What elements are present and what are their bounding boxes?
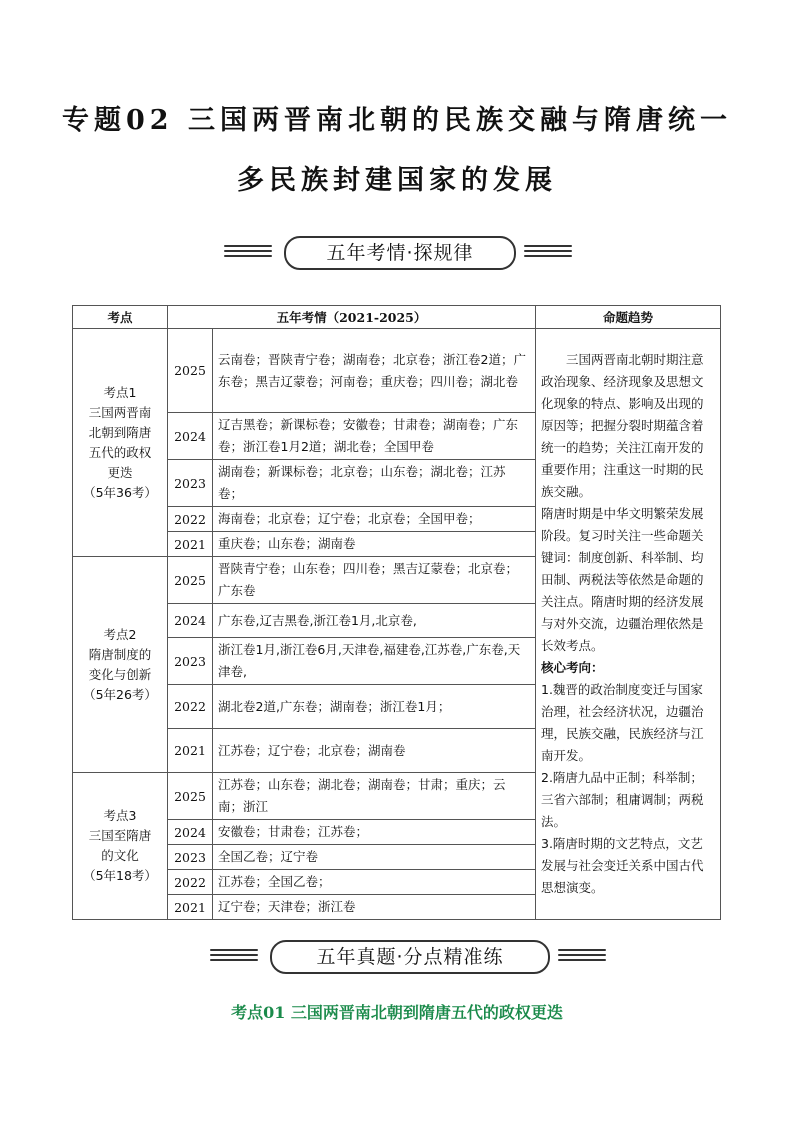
point-line: （5年26考）	[83, 686, 157, 702]
point-line: 考点2	[103, 626, 137, 642]
papers-cell: 江苏卷；全国乙卷；	[213, 870, 536, 895]
year-cell: 2023	[168, 638, 213, 685]
banner-label: 五年考情·探规律	[284, 236, 516, 270]
year-cell: 2021	[168, 729, 213, 773]
papers-cell: 全国乙卷；辽宁卷	[213, 845, 536, 870]
year-cell: 2022	[168, 507, 213, 532]
table-header-row	[73, 306, 721, 329]
year-cell: 2025	[168, 557, 213, 604]
point-line: 隋唐制度的	[88, 646, 152, 662]
point-line: 三国两晋南	[88, 404, 152, 420]
papers-cell: 辽吉黑卷；新课标卷；安徽卷；甘肃卷；湖南卷；广东卷；浙江卷1月2道；湖北卷；全国甲卷	[213, 413, 536, 460]
point-line: 考点3	[103, 808, 137, 823]
section-subheading: 考点01 三国两晋南北朝到隋唐五代的政权更迭	[231, 1003, 563, 1022]
core-direction-label: 核心考向：	[541, 660, 604, 675]
year-cell: 2021	[168, 895, 213, 920]
year-cell: 2022	[168, 685, 213, 729]
banner-label: 五年真题·分点精准练	[270, 940, 550, 974]
point-line: 变化与创新	[88, 666, 152, 682]
papers-cell: 云南卷；晋陕青宁卷；湖南卷；北京卷；浙江卷2道；广东卷；黑吉辽蒙卷；河南卷；重庆卷；四川卷；湖北卷	[213, 329, 536, 413]
section-banner-practice	[0, 940, 794, 974]
point-line: （5年18考）	[83, 868, 157, 883]
header-trend: 命题趋势	[536, 306, 721, 329]
year-cell: 2025	[168, 773, 213, 820]
papers-cell: 晋陕青宁卷；山东卷；四川卷；黑吉辽蒙卷；北京卷；广东卷	[213, 557, 536, 604]
papers-cell: 重庆卷；山东卷；湖南卷	[213, 532, 536, 557]
papers-cell: 广东卷,辽吉黑卷,浙江卷1月,北京卷,	[213, 604, 536, 638]
point-line: 五代的政权	[88, 444, 152, 460]
point-line: 考点1	[103, 384, 137, 400]
banner-left-decoration	[224, 245, 272, 256]
year-cell: 2023	[168, 845, 213, 870]
exam-situation-table	[72, 305, 721, 920]
papers-cell: 湖北卷2道,广东卷；湖南卷；浙江卷1月；	[213, 685, 536, 729]
header-situation: 五年考情（2021-2025）	[168, 306, 536, 329]
point-line: 三国至隋唐	[88, 828, 152, 843]
point-line: 北朝到隋唐	[88, 424, 152, 440]
trend-cell	[536, 329, 721, 920]
year-cell: 2024	[168, 413, 213, 460]
banner-left-decoration	[210, 949, 258, 960]
banner-right-decoration	[558, 949, 606, 960]
year-cell: 2021	[168, 532, 213, 557]
year-cell: 2024	[168, 604, 213, 638]
core-direction-3: 3.隋唐时期的文艺特点，文艺发展与社会变迁关系中国古代思想演变。	[541, 836, 704, 895]
exam-point-3	[73, 773, 168, 920]
trend-paragraph-1: 三国两晋南北朝时期注意政治现象、经济现象及思想文化现象的特点、影响及出现的原因等；把握分裂时期蕴含着统一的趋势；关注江南开发的重要作用；注重这一时期的民族交融。	[541, 352, 704, 499]
papers-cell: 辽宁卷；天津卷；浙江卷	[213, 895, 536, 920]
document-title-line2: 多民族封建国家的发展	[237, 165, 557, 196]
papers-cell: 浙江卷1月,浙江卷6月,天津卷,福建卷,江苏卷,广东卷,天津卷,	[213, 638, 536, 685]
papers-cell: 海南卷；北京卷；辽宁卷；北京卷；全国甲卷；	[213, 507, 536, 532]
year-cell: 2024	[168, 820, 213, 845]
core-direction-2: 2.隋唐九品中正制；科举制；三省六部制；租庸调制；两税法。	[541, 770, 704, 829]
core-direction-1: 1.魏晋的政治制度变迁与国家治理，社会经济状况，边疆治理，民族交融，民族经济与江南开发。	[541, 682, 704, 763]
papers-cell: 安徽卷；甘肃卷；江苏卷；	[213, 820, 536, 845]
point-line: 的文化	[101, 848, 139, 863]
banner-right-decoration	[524, 245, 572, 256]
papers-cell: 江苏卷；辽宁卷；北京卷；湖南卷	[213, 729, 536, 773]
year-cell: 2025	[168, 329, 213, 413]
section-banner-trends	[0, 236, 794, 270]
point-line: 更迭	[107, 464, 133, 480]
papers-cell: 湖南卷；新课标卷；北京卷；山东卷；湖北卷；江苏卷；	[213, 460, 536, 507]
point-line: （5年36考）	[83, 484, 157, 500]
document-title-line1: 专题02 三国两晋南北朝的民族交融与隋唐统一	[62, 105, 732, 136]
year-cell: 2022	[168, 870, 213, 895]
table-row	[73, 329, 721, 413]
papers-cell: 江苏卷；山东卷；湖北卷；湖南卷；甘肃；重庆；云南；浙江	[213, 773, 536, 820]
trend-paragraph-2: 隋唐时期是中华文明繁荣发展阶段。复习时关注一些命题关键词：制度创新、科举制、均田制、两税法等依然是命题的关注点。隋唐时期的经济发展与对外交流，边疆治理依然是长效考点。	[541, 506, 704, 653]
exam-point-1	[73, 329, 168, 557]
exam-point-2	[73, 557, 168, 773]
header-point: 考点	[73, 306, 168, 329]
year-cell: 2023	[168, 460, 213, 507]
